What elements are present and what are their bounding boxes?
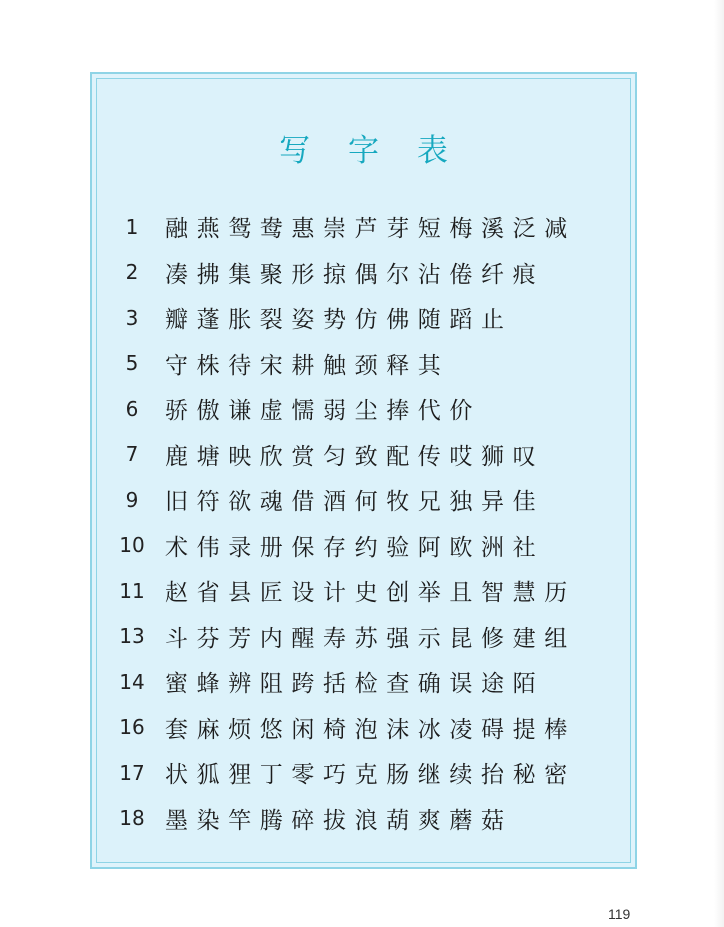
list-item: [107, 386, 576, 432]
lesson-characters: 守株待宋耕触颈释其: [165, 352, 450, 379]
lesson-number: 9: [125, 487, 139, 512]
list-item: [107, 796, 576, 842]
list-item: [107, 204, 576, 250]
lesson-number: 3: [125, 305, 139, 330]
character-list: [107, 204, 576, 841]
list-item: [107, 295, 576, 341]
lesson-number: 13: [119, 624, 145, 649]
list-item: [107, 659, 576, 705]
lesson-number: 16: [119, 715, 145, 740]
lesson-characters: 状狐狸丁零巧克肠继续抬秘密: [165, 762, 576, 789]
list-item: [107, 614, 576, 660]
lesson-number: 5: [125, 351, 139, 376]
lesson-number: 2: [125, 260, 139, 285]
lesson-number: 6: [125, 396, 139, 421]
lesson-characters: 蜜蜂辨阻跨括检查确误途陌: [165, 671, 545, 698]
lesson-number: 14: [119, 669, 145, 694]
list-item: [107, 477, 576, 523]
lesson-characters: 融燕鸳鸯惠崇芦芽短梅溪泛减: [165, 216, 576, 243]
lesson-characters: 瓣蓬胀裂姿势仿佛随蹈止: [165, 307, 513, 334]
list-item: [107, 523, 576, 569]
writing-table-panel: [90, 72, 637, 869]
lesson-number: 7: [125, 442, 139, 467]
page-title: 写 字 表: [279, 133, 462, 169]
lesson-characters: 斗芬芳内醒寿苏强示昆修建组: [165, 625, 576, 652]
lesson-number: 18: [119, 806, 145, 831]
lesson-characters: 墨染竿腾碎拔浪葫爽蘑菇: [165, 807, 513, 834]
lesson-number: 10: [119, 533, 145, 558]
list-item: [107, 432, 576, 478]
list-item: [107, 705, 576, 751]
lesson-number: 1: [125, 214, 139, 239]
page-number: 119: [608, 906, 631, 922]
lesson-characters: 旧符欲魂借酒何牧兄独异佳: [165, 489, 545, 516]
lesson-characters: 套麻烦悠闲椅泡沫冰凌碍提棒: [165, 716, 576, 743]
list-item: [107, 568, 576, 614]
lesson-characters: 术伟录册保存约验阿欧洲社: [165, 534, 545, 561]
lesson-characters: 骄傲谦虚懦弱尘捧代价: [165, 398, 481, 425]
lesson-number: 17: [119, 760, 145, 785]
page-edge-shadow: [714, 0, 724, 927]
writing-table-inner-border: [96, 78, 631, 863]
lesson-characters: 赵省县匠设计史创举且智慧历: [165, 580, 576, 607]
list-item: [107, 341, 576, 387]
list-item: [107, 750, 576, 796]
lesson-characters: 凑拂集聚形掠偶尔沾倦纤痕: [165, 261, 545, 288]
lesson-characters: 鹿塘映欣赏匀致配传哎狮叹: [165, 443, 545, 470]
lesson-number: 11: [119, 578, 145, 603]
list-item: [107, 250, 576, 296]
